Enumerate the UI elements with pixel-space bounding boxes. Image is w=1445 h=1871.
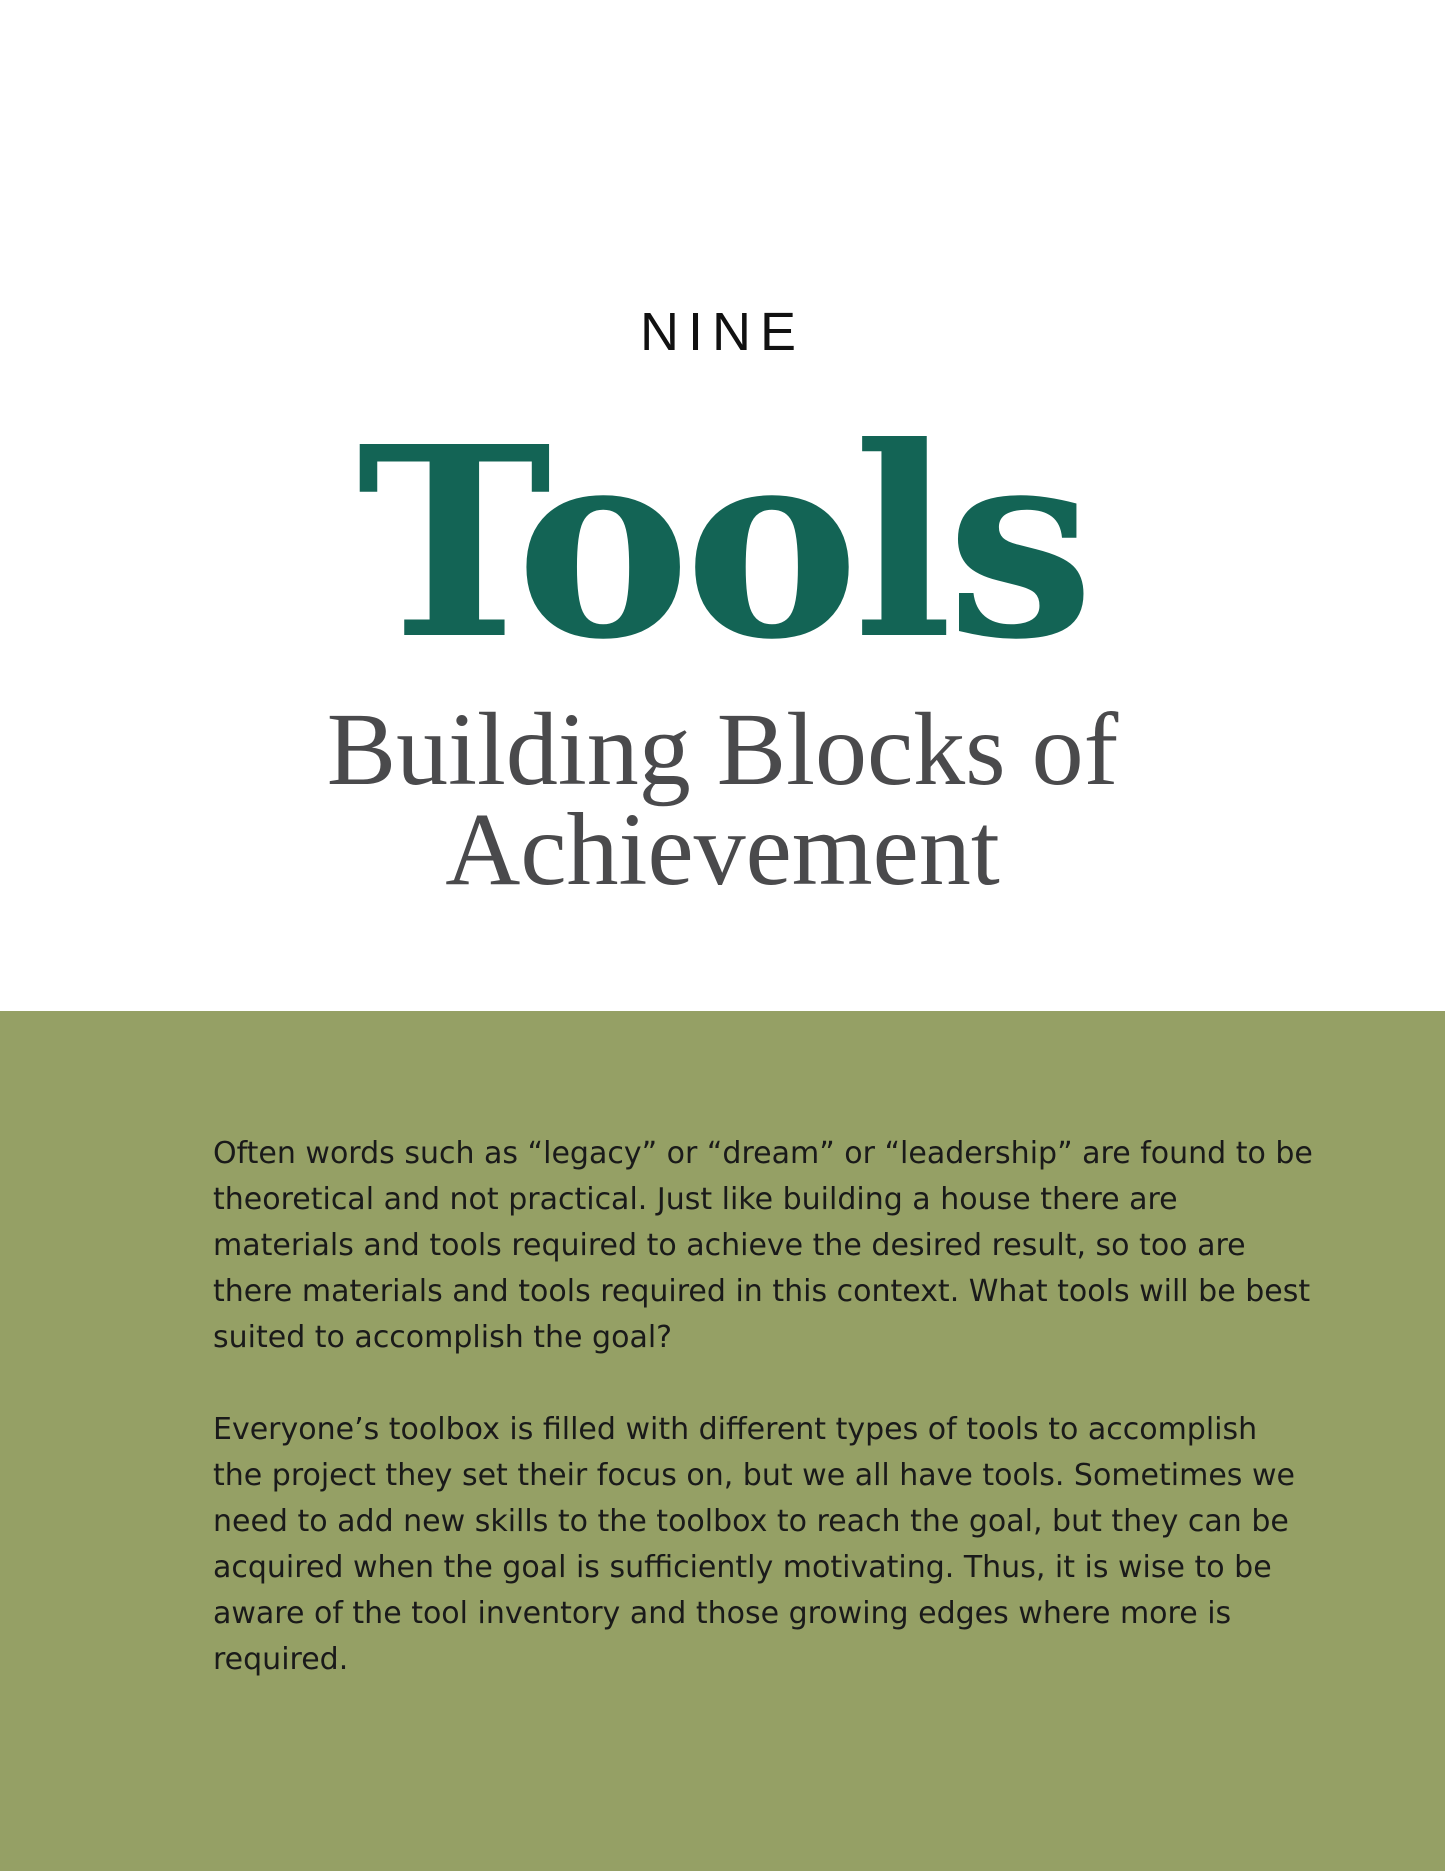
chapter-subtitle: Building Blocks of Achievement	[326, 692, 1119, 907]
body-paragraph-1: Often words such as “legacy” or “dream” or “leadership” are found to be theoretical and not practical. Just like building a house there are materials and tools required to achieve the desired result, so too are there materials and tools required in this context. What tools will be best suited to accomplish the goal?	[213, 1136, 1313, 1355]
body-paragraph-2: Everyone’s toolbox is filled with different types of tools to accomplish the project they set their focus on, but we all have tools. Sometimes we need to add new skills to the toolbox to reach the goal, but they can be acquired when the goal is sufficiently motivating. Thus, it is wise to be aware of the tool inventory and those growing edges where more is required.	[213, 1412, 1295, 1677]
body-text	[213, 1131, 1313, 1729]
chapter-number: NINE	[639, 302, 805, 362]
chapter-title: Tools	[356, 389, 1089, 697]
